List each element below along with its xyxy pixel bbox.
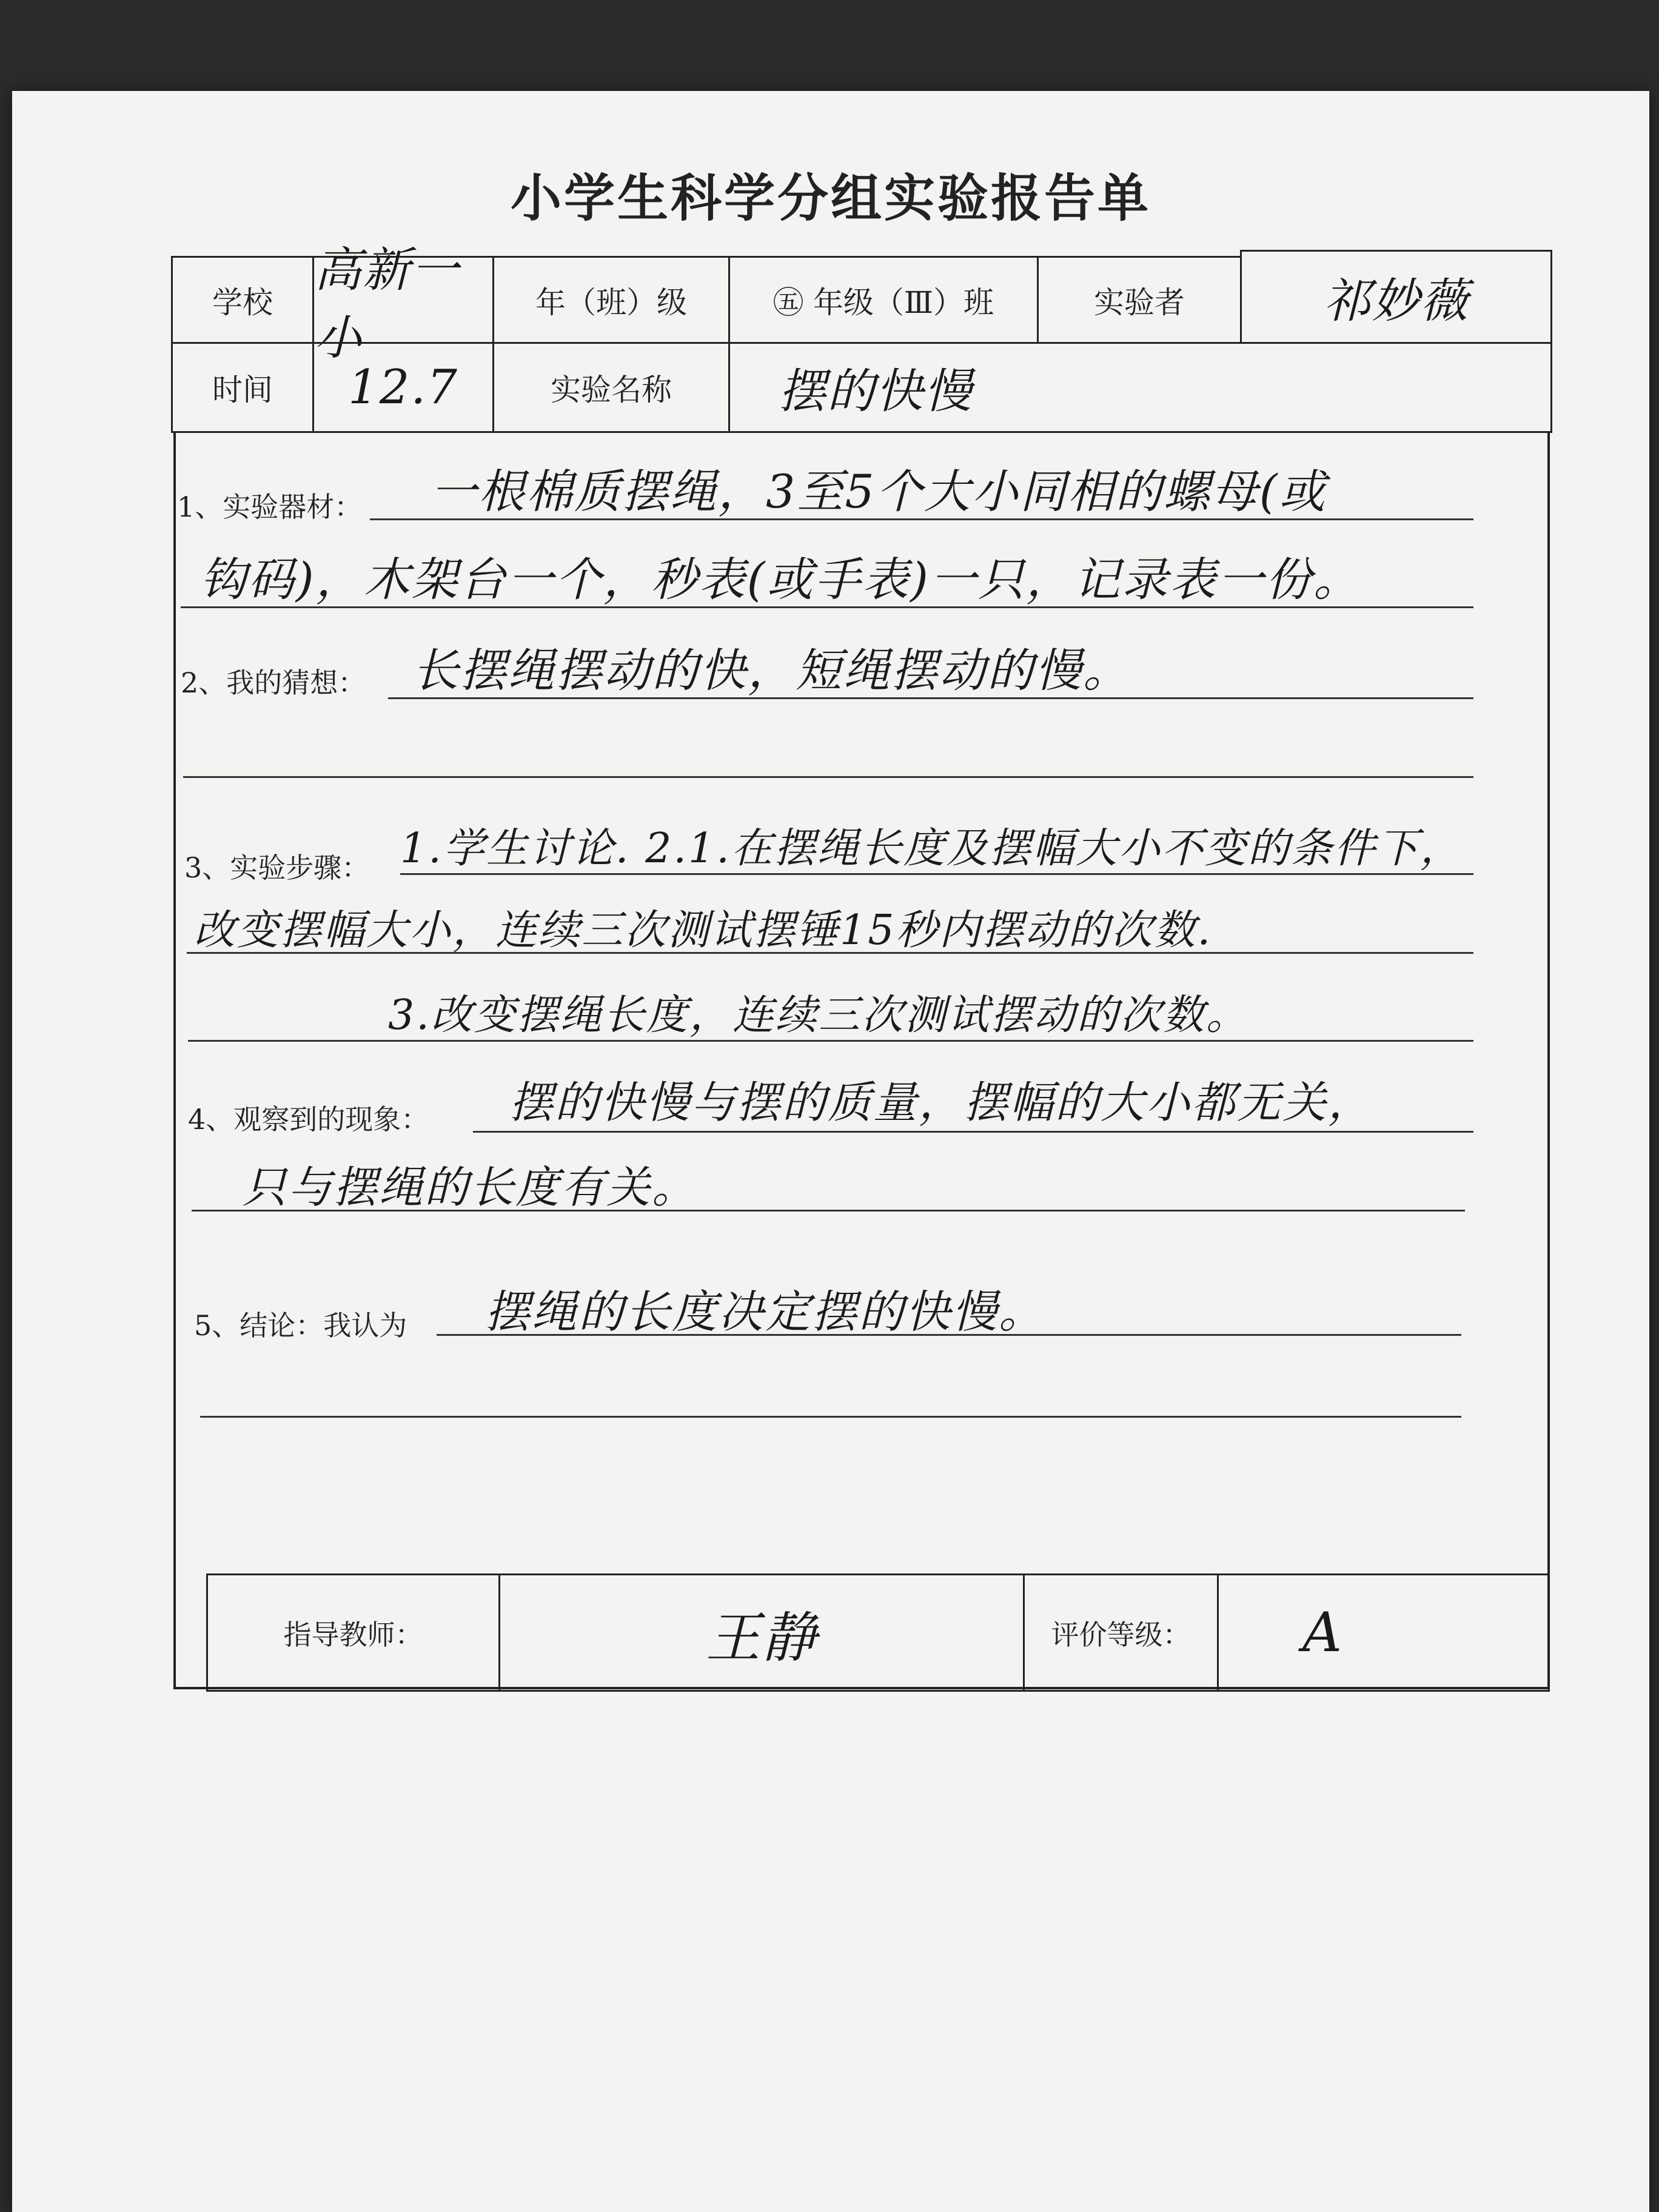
experimenter-value: 祁妙薇 (1240, 250, 1552, 344)
grade-eval-value-cell (1217, 1574, 1550, 1692)
grade-eval-value: A (1302, 1601, 1343, 1664)
observe-underline2 (192, 1210, 1465, 1212)
grade-eval-label: 评价等级： (1051, 1618, 1191, 1651)
report-paper (12, 91, 1649, 2212)
observe-underline1 (473, 1131, 1473, 1133)
time-value: 12.7 (312, 342, 494, 433)
steps-line3: 3.改变摆绳长度，连续三次测试摆动的次数。 (388, 991, 1249, 1039)
form-title: 小学生科学分组实验报告单 (510, 169, 1151, 228)
school-value: 高新一小 (312, 256, 494, 344)
exp-name-label: 实验名称 (492, 342, 730, 433)
materials-underline2 (181, 606, 1473, 608)
teacher-label: 指导教师： (283, 1618, 423, 1651)
steps-underline3 (188, 1040, 1473, 1042)
conclusion-label: 5、结论：我认为 (194, 1309, 407, 1342)
teacher-value: 王静 (706, 1606, 817, 1670)
conclusion-underline2 (200, 1416, 1461, 1418)
observe-line2: 只与摆绳的长度有关。 (243, 1162, 698, 1213)
steps-underline2 (187, 952, 1473, 954)
materials-line2: 钩码)，木架台一个，秒表(或手表)一只，记录表一份。 (200, 552, 1361, 606)
grade-value: ㊄ 年级（Ⅲ）班 (728, 256, 1039, 344)
teacher-value-cell (498, 1574, 1025, 1692)
experimenter-label: 实验者 (1037, 256, 1242, 344)
guess-underline1 (388, 697, 1473, 699)
guess-label: 2、我的猜想： (181, 666, 366, 699)
body-frame (173, 431, 1550, 1689)
guess-line1: 长摆绳摆动的快，短绳摆动的慢。 (412, 643, 1131, 697)
observe-label: 4、观察到的现象： (188, 1103, 429, 1136)
guess-underline2 (183, 776, 1473, 778)
materials-line1: 一根棉质摆绳，3至5个大小同相的螺母(或 (431, 464, 1327, 518)
materials-underline1 (370, 518, 1473, 520)
steps-underline1 (400, 873, 1473, 875)
materials-label: 1、实验器材： (177, 491, 363, 523)
steps-label: 3、实验步骤： (184, 851, 370, 884)
school-label: 学校 (171, 256, 314, 344)
observe-line1: 摆的快慢与摆的质量，摆幅的大小都无关， (509, 1077, 1374, 1128)
teacher-label-cell (206, 1574, 500, 1692)
steps-line2: 改变摆幅大小，连续三次测试摆锤15秒内摆动的次数. (194, 907, 1213, 954)
conclusion-underline1 (437, 1334, 1461, 1336)
steps-line1: 1.学生讨论. 2.1.在摆绳长度及摆幅大小不变的条件下， (400, 825, 1463, 873)
grade-label: 年（班）级 (492, 256, 730, 344)
time-label: 时间 (171, 342, 314, 433)
exp-name-value: 摆的快慢 (728, 342, 1552, 433)
grade-eval-label-cell (1023, 1574, 1219, 1692)
conclusion-line1: 摆绳的长度决定摆的快慢。 (485, 1286, 1045, 1338)
